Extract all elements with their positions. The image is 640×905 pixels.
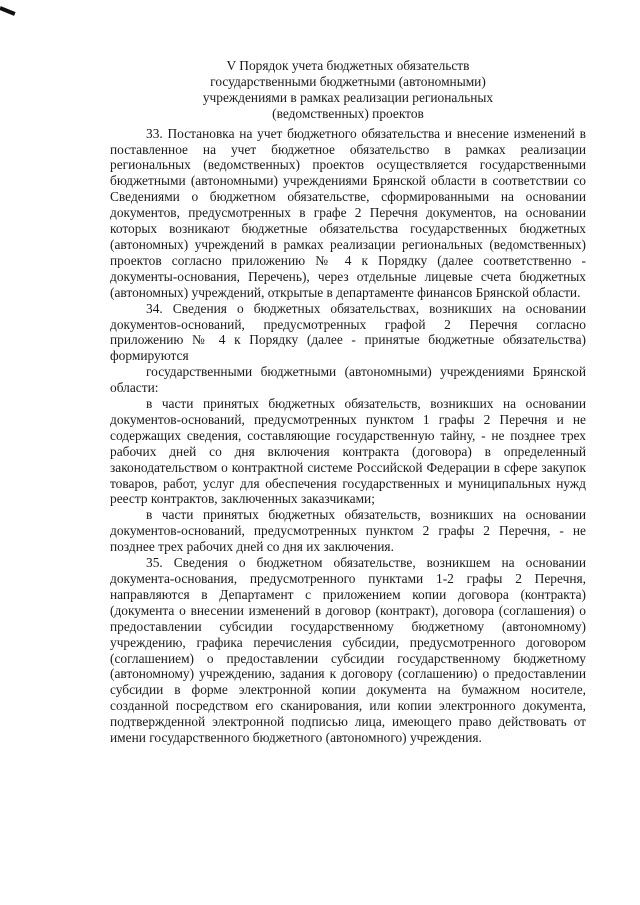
section-title <box>110 58 586 122</box>
paragraph-34-subjects: государственными бюджетными (автономными) учреждениями Брянской области: <box>110 364 586 396</box>
section-title-line: (ведомственных) проектов <box>272 105 424 121</box>
paragraph-33: 33. Постановка на учет бюджетного обязательства и внесение изменений в поставленное на учет бюджетное обязательство в рамках реализации региональных (ведомственных) проектов осуществляется государственными бюджетными (автономными) учреждениями Брянской области в соответствии со Сведениями о бюджетном обязательстве, сформированными на основании документов, предусмотренных в графе 2 Перечня документов, на основании которых возникают бюджетные обязательства государственных бюджетных (автономных) учреждений в рамках реализации региональных (ведомственных) проектов согласно приложению № 4 к Порядку (далее соответственно - документы-основания, Перечень), через отдельные лицевые счета бюджетных (автономных) учреждений, открытые в департаменте финансов Брянской области. <box>110 125 586 300</box>
document-page <box>110 58 586 746</box>
paragraph-34-clause-2: в части принятых бюджетных обязательств, возникших на основании документов-оснований, предусмотренных пунктом 2 графы 2 Перечня, - не позднее трех рабочих дней со дня их заключения. <box>110 507 586 555</box>
scan-artifact-mark <box>0 6 16 16</box>
section-title-line: учреждениями в рамках реализации региональных <box>202 89 494 105</box>
section-title-line: государственными бюджетными (автономными) <box>210 73 486 89</box>
paragraph-35: 35. Сведения о бюджетном обязательстве, возникшем на основании документа-основания, предусмотренного пунктами 1-2 графы 2 Перечня, направляются в Департамент с приложением копии договора (контракта) (документа о внесении изменений в договор (контракт), договора (соглашения) о предоставлении субсидии государственному бюджетному (автономному) учреждению, графика перечисления субсидии, предусмотренного договором (соглашением) о предоставлении субсидии государственному бюджетному (автономному) учреждению, задания к договору (соглашению) о предоставлении субсидии в форме электронной копии документа на бумажном носителе, созданной посредством его сканирования, или копии электронного документа, подтвержденной электронной подписью лица, имеющего право действовать от имени государственного бюджетного (автономного) учреждения. <box>110 555 586 746</box>
section-title-line: V Порядок учета бюджетных обязательств <box>226 58 470 73</box>
paragraph-34: 34. Сведения о бюджетных обязательствах, возникших на основании документов-оснований, предусмотренных графой 2 Перечня согласно приложению № 4 к Порядку (далее - принятые бюджетные обязательства) формируются <box>110 300 586 364</box>
paragraph-34-clause-1: в части принятых бюджетных обязательств, возникших на основании документов-оснований, предусмотренных пунктом 1 графы 2 Перечня и не содержащих сведения, составляющие государственную тайну, - не позднее трех рабочих дней со дня включения контракта (договора) в определенный законодательством о контрактной системе Российской Федерации в сфере закупок товаров, работ, услуг для обеспечения государственных и муниципальных нужд реестр контрактов, заключенных заказчиками; <box>110 396 586 507</box>
